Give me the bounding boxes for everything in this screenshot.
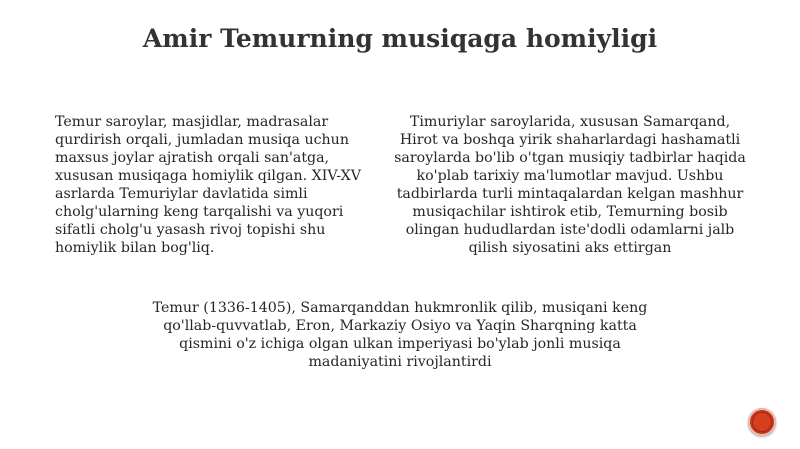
next-slide-button[interactable] <box>748 408 776 436</box>
paragraph-left: Temur saroylar, masjidlar, madrasalar qurdirish orqali, jumladan musiqa uchun maxsus joylar ajratish orqali san'atga, xususan musiqaga homiylik qilgan. XIV-XV asrlarda Temuriylar davlatida simli cholg'ularning keng tarqalishi va yuqori sifatli cholg'u yasash rivoj topishi shu homiylik bilan bog'liq. <box>55 114 361 256</box>
slide-title: Amir Temurning musiqaga homiyligi <box>142 24 658 53</box>
paragraph-right: Timuriylar saroylarida, xususan Samarqand, Hirot va boshqa yirik shaharlardagi hashamatli saroylarda bo'lib o'tgan musiqiy tadbirlar haqida ko'plab tarixiy ma'lumotlar mavjud. Ushbu tadbirlarda turli mintaqalardan kelgan mashhur musiqachilar ishtirok etib, Temurning bosib olingan hududlardan iste'dodli odamlarni jalb qilish siyosatini aks ettirgan <box>394 114 746 256</box>
paragraph-bottom: Temur (1336-1405), Samarqanddan hukmronlik qilib, musiqani keng qo'llab-quvvatlab, Eron, Markaziy Osiyo va Yaqin Sharqning katta qismini o'z ichiga olgan ulkan imperiyasi bo'ylab jonli musiqa madaniyatini rivojlantirdi <box>152 300 648 370</box>
